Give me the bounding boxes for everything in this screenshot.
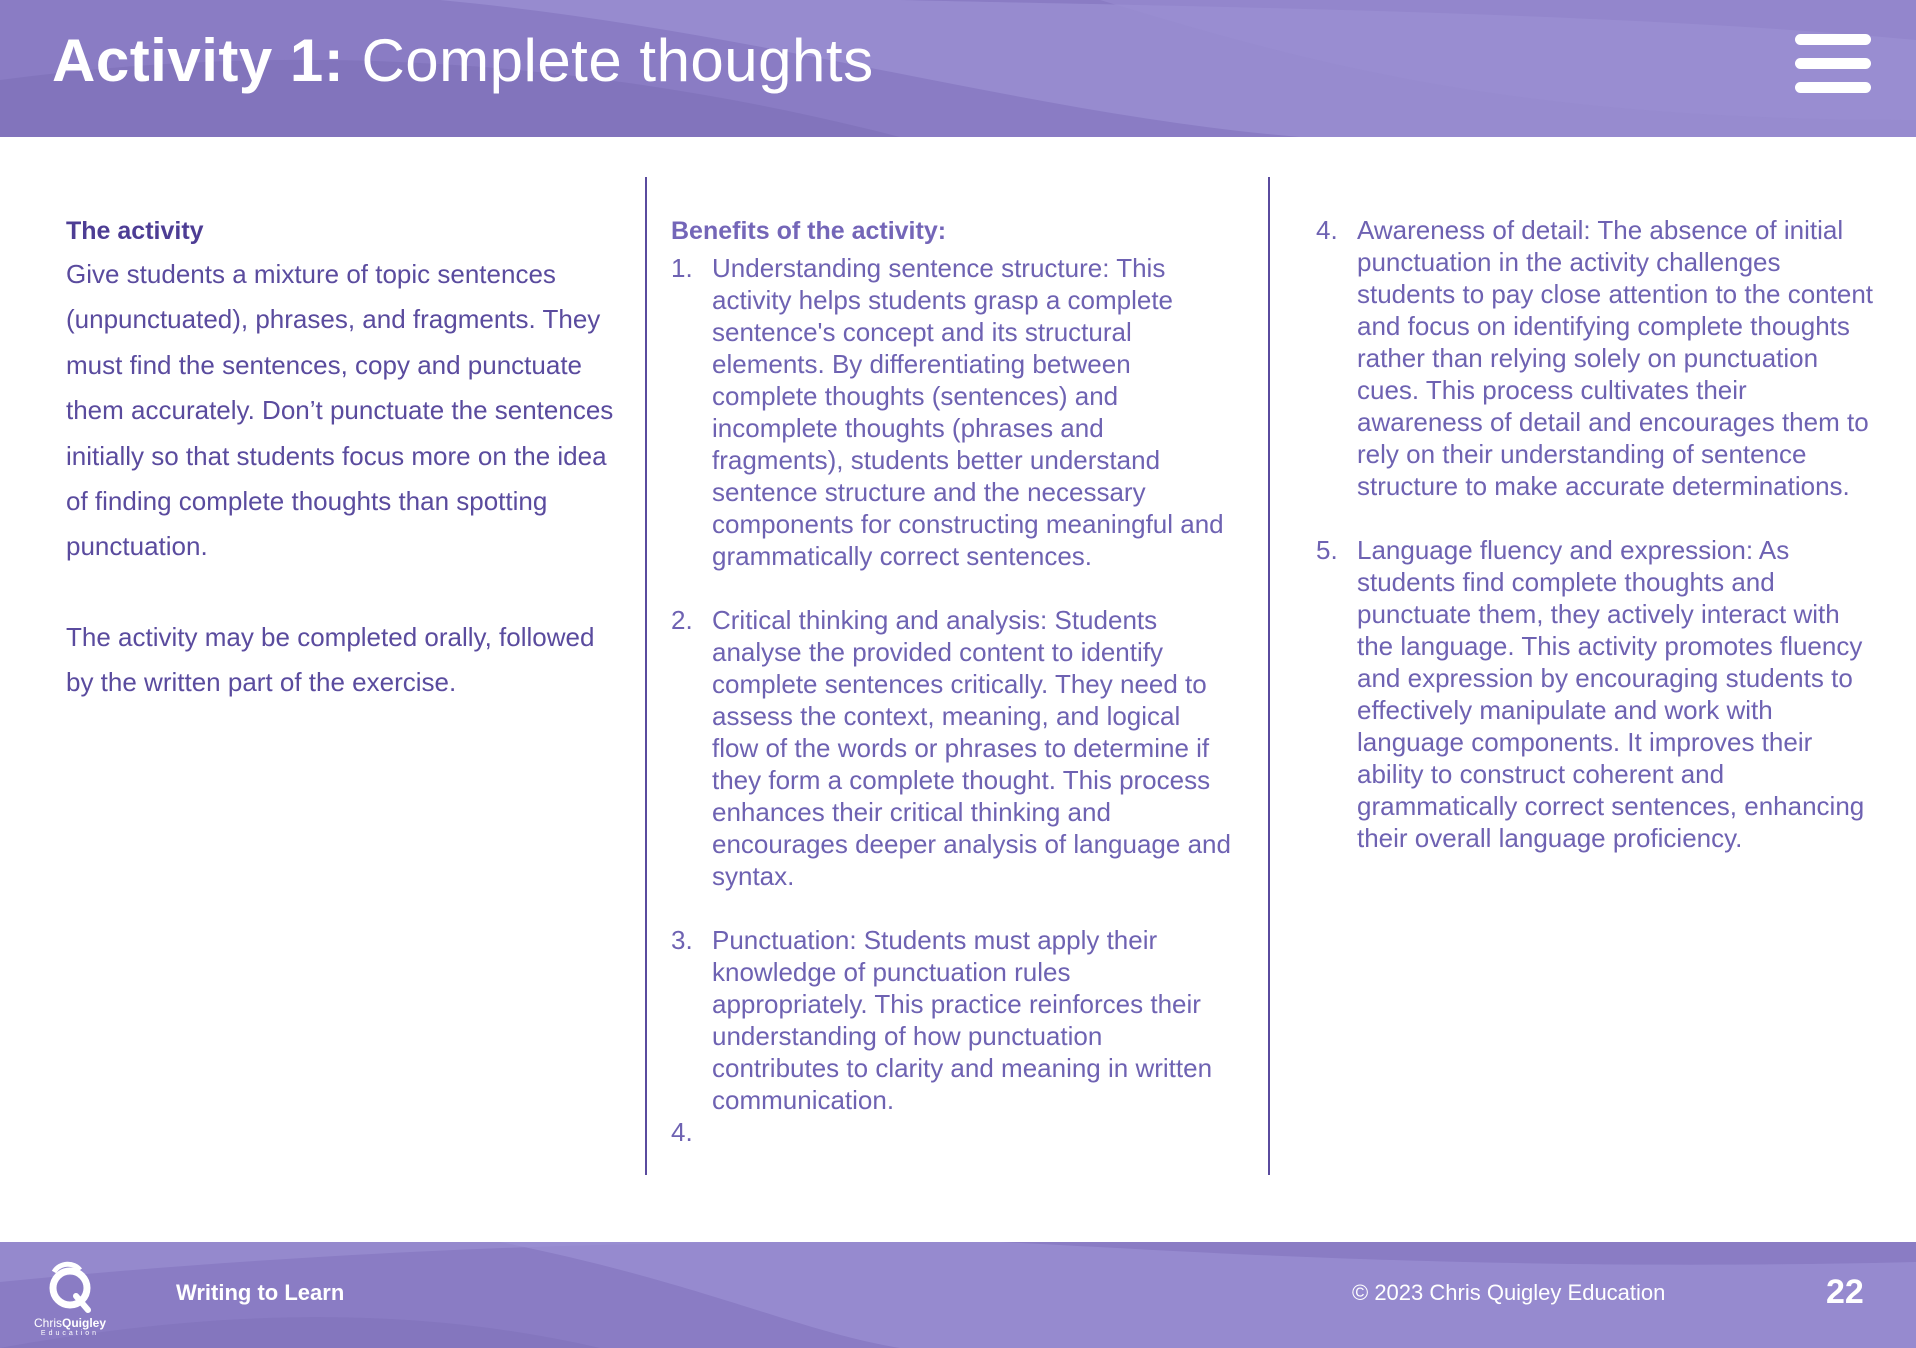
- list-item-text: Punctuation: Students must apply their knowledge of punctuation rules appropriately. This practice reinforces their understanding of how punctuation contributes to clarity and meaning in written communication.: [712, 925, 1213, 1115]
- list-item-text: Language fluency and expression: As students find complete thoughts and punctuate them, they actively interact with the language. This activity promotes fluency and expression by encouraging students to effectively manipulate and work with language components. It improves their ability to construct coherent and grammatically correct sentences, enhancing their overall language proficiency.: [1357, 535, 1865, 853]
- activity-paragraph: Give students a mixture of topic sentences (unpunctuated), phrases, and fragments. They must find the sentences, copy and punctuate them accurately. Don’t punctuate the sentences initially so that students focus more on the idea of finding complete thoughts than spotting punctuation.: [66, 259, 614, 562]
- benefits-list-continued: [1316, 214, 1876, 854]
- activity-paragraph: The activity may be completed orally, followed by the written part of the exercise.: [66, 621, 595, 698]
- list-item: [1316, 214, 1876, 502]
- list-item-number: 5.: [1316, 535, 1338, 565]
- activity-description-column: [66, 214, 626, 706]
- list-item: [1316, 534, 1876, 854]
- column-divider-left: [645, 177, 647, 1175]
- list-item-number: 1.: [671, 253, 693, 283]
- footer-copyright: © 2023 Chris Quigley Education: [1352, 1280, 1666, 1305]
- list-item: [671, 252, 1231, 572]
- page-footer: [0, 1242, 1916, 1348]
- title-activity-number: Activity 1:: [52, 27, 345, 94]
- page-title: [52, 24, 874, 98]
- column-divider-right: [1268, 177, 1270, 1175]
- list-item-text: Critical thinking and analysis: Students analyse the provided content to identify complete sentences critically. They need to assess the context, meaning, and logical flow of the words or phrases to determine if they form a complete thought. This process enhances their critical thinking and encourages deeper analysis of language and syntax.: [712, 605, 1231, 891]
- list-item-number: 4.: [1316, 215, 1338, 245]
- list-item-text: Understanding sentence structure: This activity helps students grasp a complete sentence's concept and its structural elements. By differentiating between complete thoughts (sentences) and incomplete thoughts (phrases and fragments), students better understand sentence structure and the necessary components for constructing meaningful and grammatically correct sentences.: [712, 253, 1224, 571]
- list-item: [671, 1116, 1231, 1148]
- logo-text-bold: Quigley: [62, 1316, 107, 1330]
- list-item-number: 2.: [671, 605, 693, 635]
- benefits-continued-column: [1316, 214, 1876, 886]
- page-number: 22: [1826, 1273, 1864, 1311]
- benefits-column: [671, 214, 1231, 1148]
- hamburger-menu-icon[interactable]: [1795, 34, 1871, 94]
- list-item-number: 3.: [671, 925, 693, 955]
- page-header: [0, 0, 1916, 137]
- benefits-list: [671, 252, 1231, 1148]
- chris-quigley-logo-icon: [30, 1260, 110, 1346]
- title-activity-name: Complete thoughts: [361, 27, 874, 94]
- list-item-text: Awareness of detail: The absence of initial punctuation in the activity challenges students to pay close attention to the content and focus on identifying complete thoughts rather than relying solely on punctuation cues. This process cultivates their awareness of detail and encourages them to rely on their understanding of sentence structure to make accurate determinations.: [1357, 215, 1874, 501]
- footer-publication-title: Writing to Learn: [176, 1280, 345, 1305]
- activity-heading: The activity: [66, 217, 204, 245]
- list-item: [671, 924, 1231, 1116]
- list-item-number: 4.: [671, 1117, 693, 1147]
- logo-subtitle: Education: [40, 1330, 100, 1337]
- logo-text-light: Chris: [33, 1316, 62, 1330]
- list-item: [671, 604, 1231, 892]
- benefits-heading: Benefits of the activity:: [671, 217, 947, 245]
